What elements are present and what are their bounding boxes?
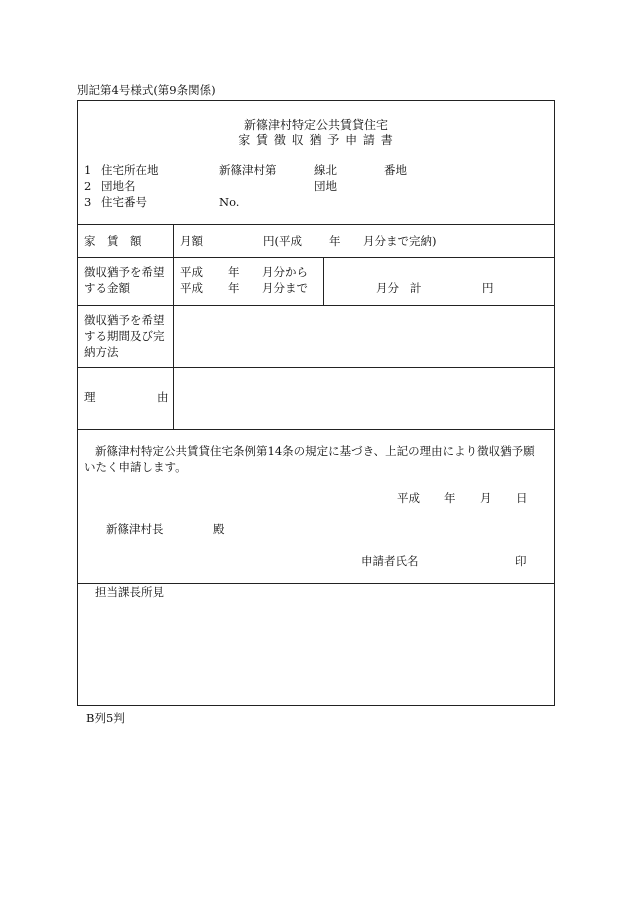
to-year: 年 — [228, 281, 240, 295]
reason-label-left: 理 — [84, 390, 96, 404]
seal-mark: 印 — [515, 554, 527, 568]
divider — [77, 367, 555, 368]
honorific: 殿 — [213, 522, 225, 536]
form-title-line1: 新篠津村特定公共賃貸住宅 — [243, 118, 388, 132]
column-divider — [323, 257, 324, 305]
period-label-3: 納方法 — [84, 345, 119, 359]
to-era: 平成 — [180, 281, 203, 295]
reason-label-right: 由 — [157, 390, 169, 404]
applicant-name-label: 申請者氏名 — [361, 554, 419, 568]
rent-monthly-label: 月額 — [180, 234, 203, 248]
complex-label: 団地名 — [101, 179, 136, 193]
address-number: 1 — [84, 163, 92, 177]
divider — [77, 583, 555, 584]
total-months: 月分 — [376, 281, 399, 295]
rent-yen-era: 円(平成 — [263, 234, 302, 248]
rent-label: 家 賃 額 — [84, 234, 142, 248]
rent-year: 年 — [329, 234, 341, 248]
house-number-label: 住宅番号 — [101, 195, 147, 209]
form-title-line2: 家 賃 徴 収 猶 予 申 請 書 — [238, 133, 394, 147]
statement-line1: 新篠津村特定公共賃貸住宅条例第14条の規定に基づき、上記の理由により徴収猶予願 — [95, 444, 535, 458]
deferral-amount-label-2: する金額 — [84, 281, 130, 295]
house-number-prefix: No. — [219, 195, 240, 209]
rent-paid-until: 月分まで完納) — [363, 234, 437, 248]
divider — [77, 224, 555, 225]
from-month: 月分から — [262, 265, 308, 279]
deferral-amount-label-1: 徴収猶予を希望 — [84, 265, 165, 279]
date-year: 年 — [444, 491, 456, 505]
divider — [77, 429, 555, 430]
divider — [77, 305, 555, 306]
house-number-index: 3 — [84, 195, 92, 209]
column-divider — [173, 224, 174, 429]
paper-size-note: B列5判 — [86, 711, 125, 725]
divider — [77, 257, 555, 258]
total-label: 計 — [410, 281, 422, 295]
form-reference: 別記第4号様式(第9条関係) — [77, 83, 216, 97]
from-era: 平成 — [180, 265, 203, 279]
addressee: 新篠津村長 — [106, 522, 164, 536]
date-month: 月 — [480, 491, 492, 505]
total-yen: 円 — [482, 281, 494, 295]
address-village: 新篠津村第 — [219, 163, 277, 177]
date-era: 平成 — [397, 491, 420, 505]
manager-opinion-label: 担当課長所見 — [95, 585, 164, 599]
from-year: 年 — [228, 265, 240, 279]
statement-line2: いたく申請します。 — [84, 460, 187, 474]
period-label-2: する期間及び完 — [84, 329, 165, 343]
complex-suffix: 団地 — [314, 179, 337, 193]
complex-number: 2 — [84, 179, 92, 193]
address-banchi: 番地 — [384, 163, 407, 177]
address-line: 線北 — [314, 163, 337, 177]
date-day: 日 — [516, 491, 528, 505]
address-label: 住宅所在地 — [101, 163, 159, 177]
period-label-1: 徴収猶予を希望 — [84, 313, 165, 327]
to-month: 月分まで — [262, 281, 308, 295]
